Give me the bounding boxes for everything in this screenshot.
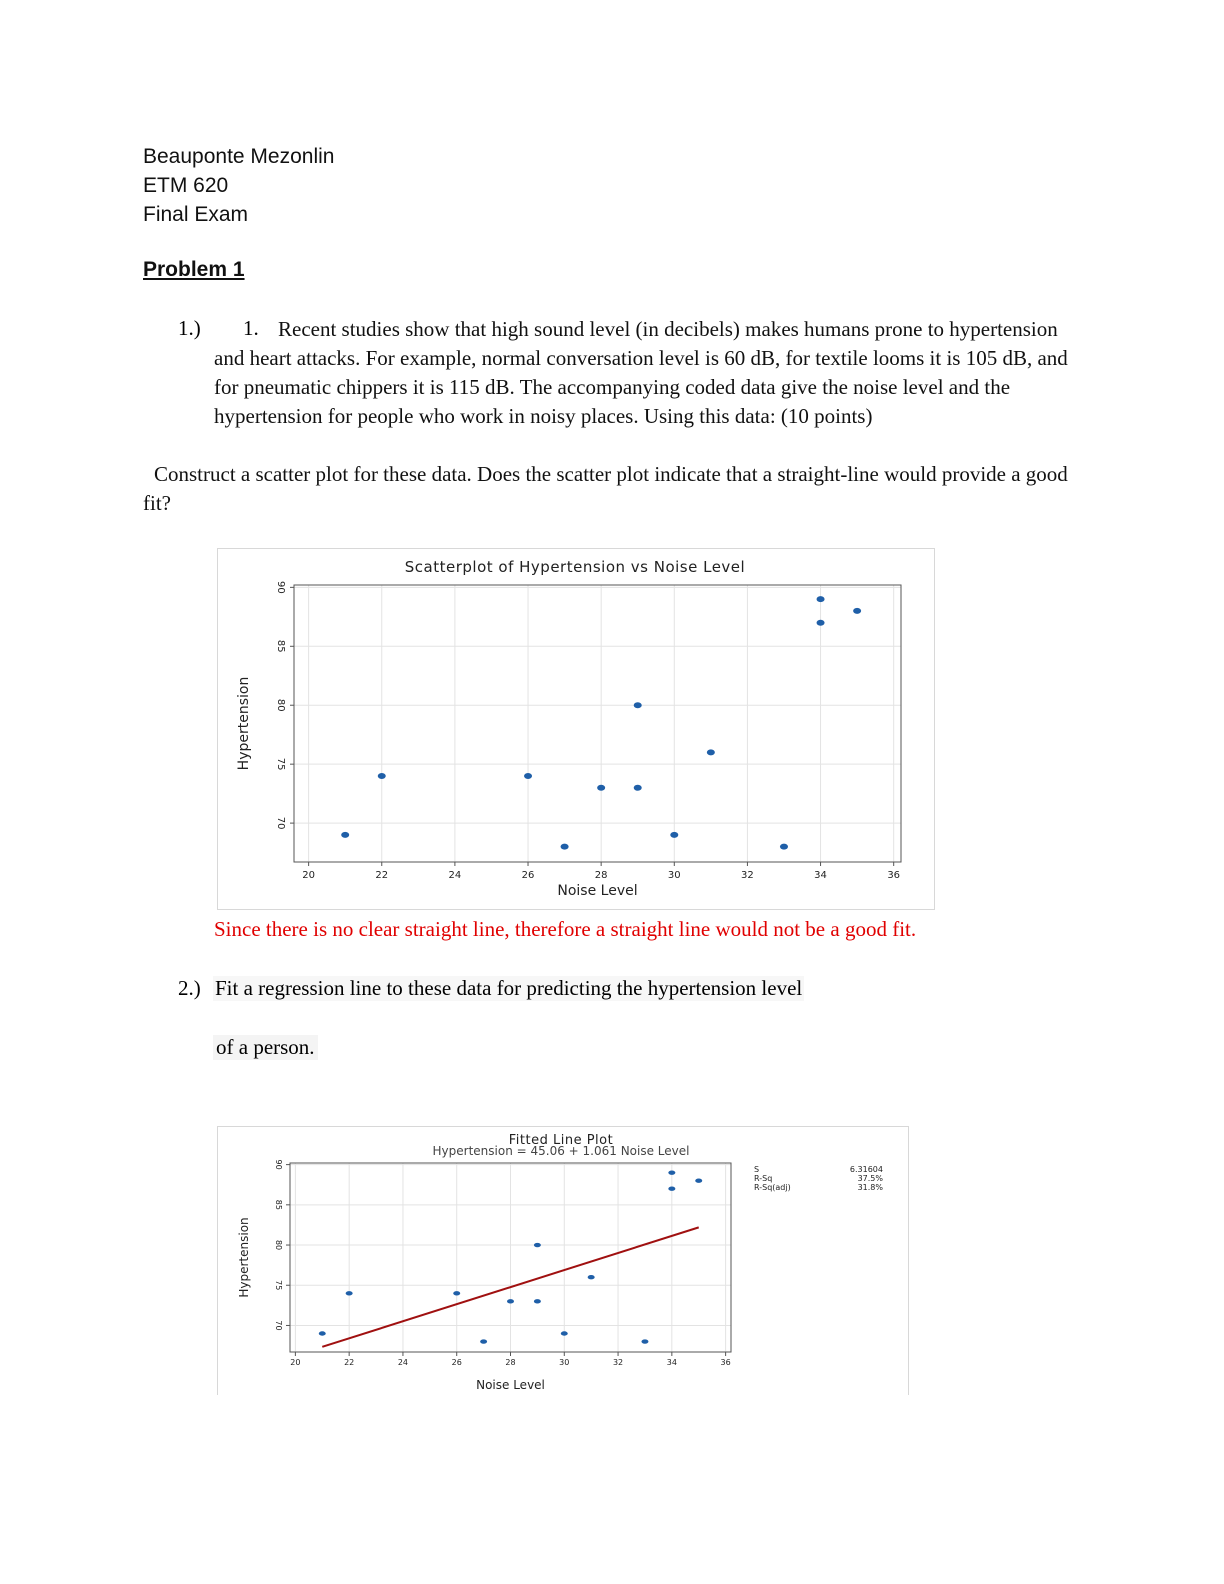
fitted-line-chart-panel xyxy=(217,1126,909,1395)
data-point xyxy=(341,832,349,838)
stat-value: 37.5% xyxy=(857,1174,883,1183)
x-axis-label: Noise Level xyxy=(557,883,638,899)
x-axis-label: Noise Level xyxy=(476,1378,545,1392)
fitted-line-chart xyxy=(218,1127,908,1395)
data-point xyxy=(634,702,642,708)
stat-label: R-Sq(adj) xyxy=(754,1183,791,1192)
x-tick-label: 26 xyxy=(451,1358,462,1367)
chart-title: Scatterplot of Hypertension vs Noise Level xyxy=(404,558,746,576)
y-tick-label: 70 xyxy=(275,816,286,830)
data-point xyxy=(319,1331,326,1335)
question-1-text: Recent studies show that high sound level (in decibels) makes humans prone to hypertension and heart attacks. For example, normal conversation level is 60 dB, for textile looms it is 105 dB, and for pneumatic chippers it is 115 dB. The accompanying coded data give the noise level and the hypertension for people who work in noisy places. Using this data: (10 points) xyxy=(214,317,1068,428)
y-tick-label: 80 xyxy=(275,698,286,712)
question-1-subnumber: 1. xyxy=(243,316,259,340)
y-tick-label: 90 xyxy=(274,1159,283,1170)
data-point xyxy=(480,1339,487,1343)
data-point xyxy=(707,749,715,755)
data-point xyxy=(507,1299,514,1303)
x-tick-label: 22 xyxy=(344,1358,355,1367)
x-tick-label: 30 xyxy=(559,1358,570,1367)
question-1-number: 1.) xyxy=(178,316,201,340)
data-point xyxy=(378,773,386,779)
y-axis-label: Hypertension xyxy=(236,676,252,771)
data-point xyxy=(561,844,569,850)
y-axis-label: Hypertension xyxy=(237,1217,251,1298)
data-point xyxy=(695,1178,702,1182)
stat-value: 6.31604 xyxy=(849,1165,883,1174)
data-point xyxy=(780,844,788,850)
question-1-prompt: Construct a scatter plot for these data. Does the scatter plot indicate that a straight-line would provide a good fit? xyxy=(143,462,1068,515)
chart-title: Fitted Line Plot xyxy=(508,1133,614,1148)
data-point xyxy=(853,608,861,614)
x-tick-label: 34 xyxy=(666,1358,677,1367)
data-point xyxy=(817,596,825,602)
y-tick-label: 75 xyxy=(275,757,286,771)
data-point xyxy=(524,773,532,779)
y-tick-label: 85 xyxy=(275,639,286,653)
plot-frame xyxy=(294,585,901,862)
data-point xyxy=(817,620,825,626)
y-tick-label: 90 xyxy=(275,580,286,594)
stat-label: R-Sq xyxy=(754,1174,773,1183)
data-point xyxy=(346,1291,353,1295)
data-point xyxy=(534,1299,541,1303)
x-tick-label: 26 xyxy=(521,870,535,881)
problem-title: Problem 1 xyxy=(143,258,245,281)
data-point xyxy=(641,1339,648,1343)
data-point xyxy=(588,1275,595,1279)
y-tick-label: 85 xyxy=(274,1199,283,1210)
x-tick-label: 28 xyxy=(505,1358,516,1367)
y-tick-label: 75 xyxy=(274,1280,283,1291)
data-point xyxy=(534,1243,541,1247)
data-point xyxy=(668,1170,675,1174)
x-tick-label: 36 xyxy=(887,870,901,881)
data-point xyxy=(670,832,678,838)
author-name: Beauponte Mezonlin xyxy=(143,145,335,168)
scatter-chart xyxy=(218,549,934,909)
x-tick-label: 24 xyxy=(397,1358,409,1367)
chart-subtitle: Hypertension = 45.06 + 1.061 Noise Level xyxy=(432,1144,690,1158)
data-point xyxy=(561,1331,568,1335)
x-tick-label: 24 xyxy=(448,870,462,881)
x-tick-label: 28 xyxy=(594,870,608,881)
question-2-text: Fit a regression line to these data for predicting the hypertension level xyxy=(215,976,803,1000)
question-2-number: 2.) xyxy=(178,976,201,1000)
data-point xyxy=(597,785,605,791)
question-2-text-continued: of a person. xyxy=(213,1035,318,1060)
stat-value: 31.8% xyxy=(857,1183,883,1192)
data-point xyxy=(634,785,642,791)
scatter-chart-panel xyxy=(217,548,935,910)
x-tick-label: 22 xyxy=(375,870,389,881)
x-tick-label: 32 xyxy=(612,1358,624,1367)
data-point xyxy=(453,1291,460,1295)
exam-title: Final Exam xyxy=(143,203,249,226)
x-tick-label: 20 xyxy=(302,870,315,881)
stat-label: S xyxy=(754,1165,760,1174)
answer-text: Since there is no clear straight line, therefore a straight line would not be a good fit. xyxy=(214,917,917,941)
x-tick-label: 34 xyxy=(814,870,827,881)
x-tick-label: 36 xyxy=(720,1358,731,1367)
data-point xyxy=(668,1187,675,1191)
y-tick-label: 80 xyxy=(274,1239,283,1251)
x-tick-label: 32 xyxy=(741,870,754,881)
x-tick-label: 30 xyxy=(667,870,681,881)
y-tick-label: 70 xyxy=(274,1320,283,1331)
x-tick-label: 20 xyxy=(290,1358,301,1367)
course-code: ETM 620 xyxy=(143,174,229,197)
